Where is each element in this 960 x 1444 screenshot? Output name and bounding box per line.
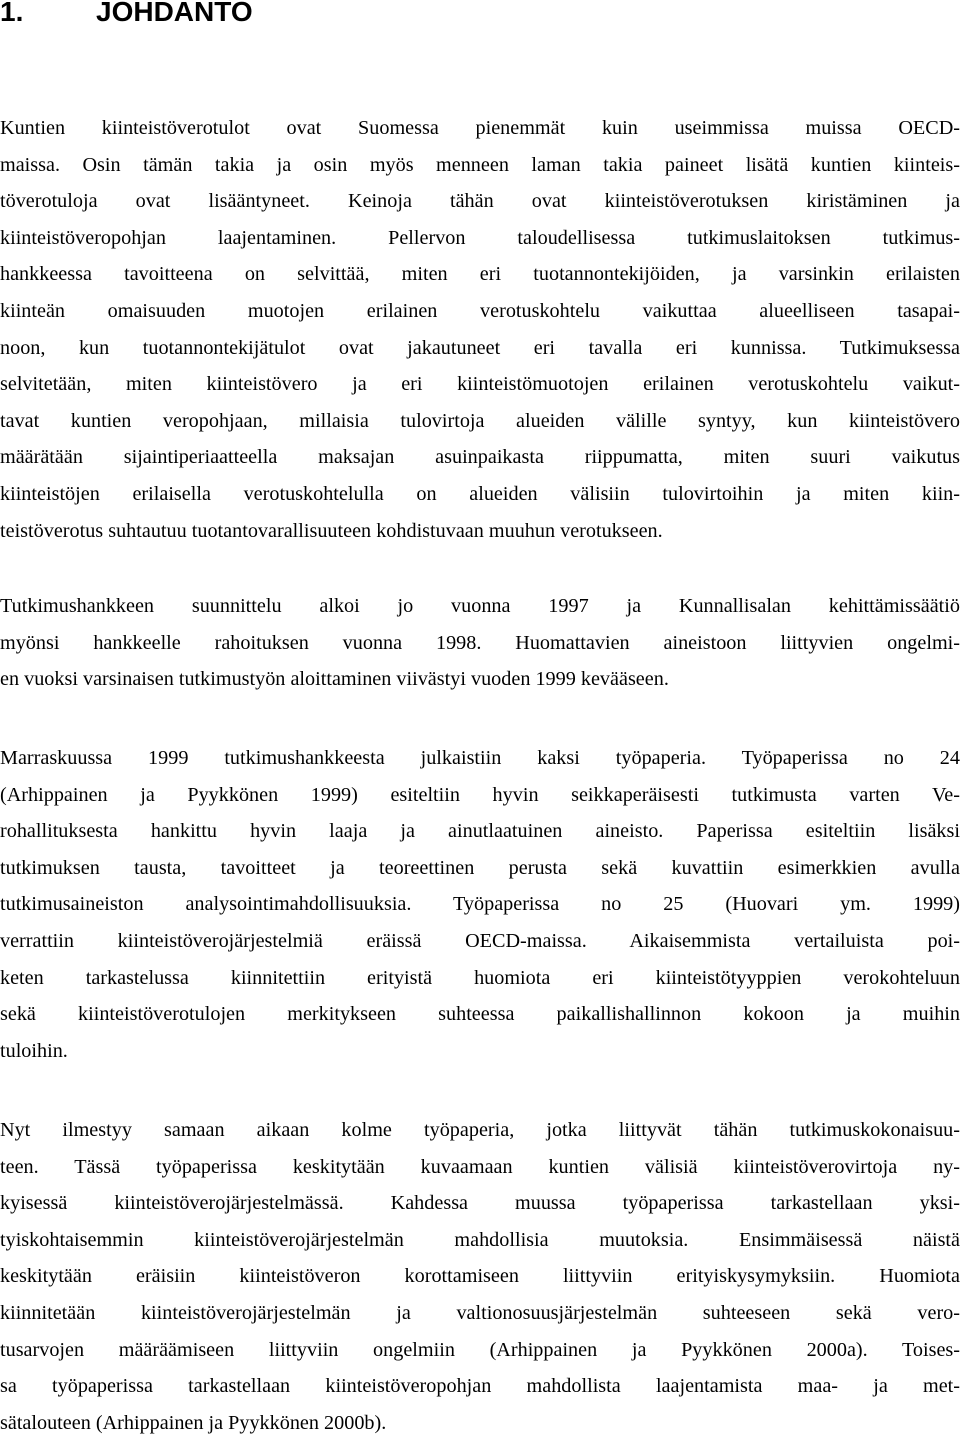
text-line: Marraskuussa 1999 tutkimushankkeesta julkaistiin kaksi työpaperia. Työpaperissa no 24 [0, 747, 960, 769]
text-line: noon, kun tuotannontekijätulot ovat jakautuneet eri tavalla eri kunnissa. Tutkimuksessa [0, 336, 960, 359]
text-line: en vuoksi varsinaisen tutkimustyön aloittaminen viivästyi vuoden 1999 kevääseen. [0, 668, 669, 691]
text-line: keten tarkastelussa kiinnitettiin erityistä huomiota eri kiinteistötyyppien verokohteluun [0, 966, 960, 989]
text-line: tavat kuntien veropohjaan, millaisia tulovirtoja alueiden välille syntyy, kun kiinteistövero [0, 409, 960, 432]
text-line: kiinteistöjen erilaisella verotuskohtelulla on alueiden välisiin tulovirtoihin ja miten kiin- [0, 482, 960, 505]
text-line: tusarvojen määräämiseen liittyviin ongelmiin (Arhippainen ja Pyykkönen 2000a). Toises- [0, 1338, 960, 1361]
text-line: Kuntien kiinteistöverotulot ovat Suomessa pienemmät kuin useimmissa muissa OECD- [0, 117, 960, 139]
text-line: määrätään sijaintiperiaatteella maksajan asuinpaikasta riippumatta, miten suuri vaikutus [0, 446, 960, 469]
text-line: myönsi hankkeelle rahoituksen vuonna 1998. Huomattavien aineistoon liittyvien ongelmi- [0, 631, 960, 654]
text-line: kiinteän omaisuuden muotojen erilainen verotuskohtelu vaikuttaa alueelliseen tasapai- [0, 299, 960, 322]
text-line: verrattiin kiinteistöverojärjestelmiä eräissä OECD-maissa. Aikaisemmista vertailuista poi- [0, 929, 960, 952]
chapter-title: JOHDANTO [96, 0, 253, 27]
paragraph-1 [0, 110, 960, 549]
chapter-number: 1. [0, 0, 24, 27]
text-line: Tutkimushankkeen suunnittelu alkoi jo vuonna 1997 ja Kunnallisalan kehittämissäätiö [0, 595, 960, 617]
text-line: (Arhippainen ja Pyykkönen 1999) esiteltiin hyvin seikkaperäisesti tutkimusta varten Ve- [0, 783, 960, 806]
text-line: tuloihin. [0, 1039, 68, 1062]
text-line: teen. Tässä työpaperissa keskitytään kuvaamaan kuntien välisiä kiinteistöverovirtoja ny- [0, 1155, 960, 1178]
text-line: kiinteistöveropohjan laajentaminen. Pellervon taloudellisessa tutkimuslaitoksen tutkimus- [0, 226, 960, 249]
text-line: hankkeessa tavoitteena on selvittää, miten eri tuotannontekijöiden, ja varsinkin erilaisten [0, 263, 960, 286]
paragraph-3 [0, 740, 960, 1069]
text-line: tyiskohtaisemmin kiinteistöverojärjestelmän mahdollisia muutoksia. Ensimmäisessä näistä [0, 1228, 960, 1251]
paragraph-4 [0, 1112, 960, 1441]
text-line: keskitytään eräisiin kiinteistöveron korottamiseen liittyviin erityiskysymyksiin. Huomiota [0, 1265, 960, 1288]
text-line: sätalouteen (Arhippainen ja Pyykkönen 2000b). [0, 1411, 387, 1434]
text-line: töverotuloja ovat lisääntyneet. Keinoja tähän ovat kiinteistöverotuksen kiristäminen ja [0, 190, 960, 213]
text-line: maissa. Osin tämän takia ja osin myös menneen laman takia paineet lisätä kuntien kiinteis- [0, 153, 960, 176]
text-line: tutkimusaineiston analysointimahdollisuuksia. Työpaperissa no 25 (Huovari ym. 1999) [0, 893, 960, 916]
text-line: sa työpaperissa tarkastellaan kiinteistöveropohjan mahdollista laajentamista maa- ja met- [0, 1375, 960, 1398]
text-line: teistöverotus suhtautuu tuotantovarallisuuteen kohdistuvaan muuhun verotukseen. [0, 519, 663, 542]
text-line: kyisessä kiinteistöverojärjestelmässä. Kahdessa muussa työpaperissa tarkastellaan yksi- [0, 1192, 960, 1215]
text-line: rohallituksesta hankittu hyvin laaja ja ainutlaatuinen aineisto. Paperissa esiteltiin lisäksi [0, 820, 960, 843]
text-line: tutkimuksen tausta, tavoitteet ja teoreettinen perusta sekä kuvattiin esimerkkien avulla [0, 856, 960, 879]
text-line: selvitetään, miten kiinteistövero ja eri kiinteistömuotojen erilainen verotuskohtelu vaikut- [0, 373, 960, 396]
paragraph-2 [0, 588, 960, 698]
text-line: Nyt ilmestyy samaan aikaan kolme työpaperia, jotka liittyvät tähän tutkimuskokonaisuu- [0, 1119, 960, 1141]
text-line: sekä kiinteistöverotulojen merkitykseen suhteessa paikallishallinnon kokoon ja muihin [0, 1003, 960, 1026]
text-line: kiinnitetään kiinteistöverojärjestelmän ja valtionosuusjärjestelmän suhteeseen sekä vero- [0, 1301, 960, 1324]
chapter-heading [0, 0, 253, 32]
